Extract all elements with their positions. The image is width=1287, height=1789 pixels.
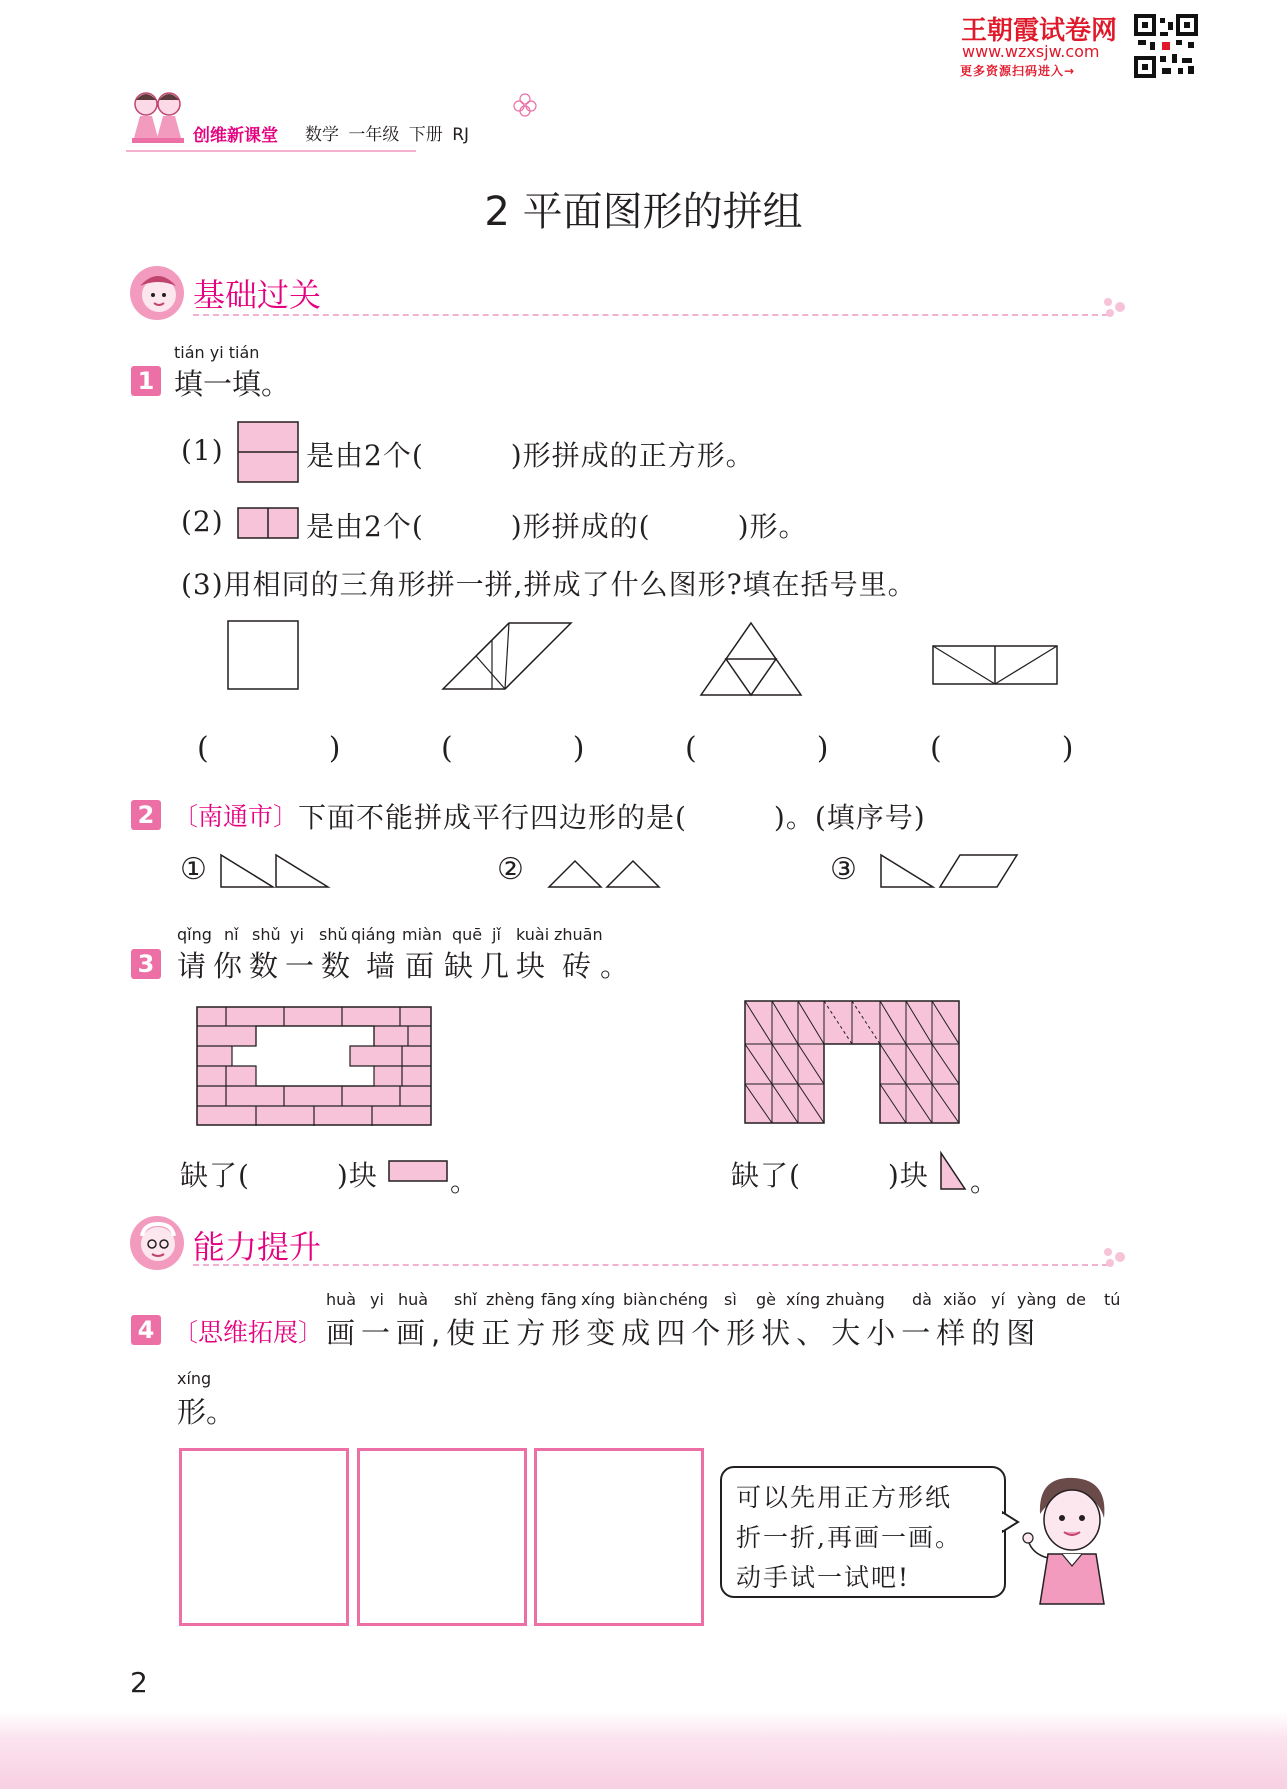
q1-3-answer-1[interactable]: ( ) [197, 731, 341, 766]
dots-decoration-icon [1102, 296, 1130, 318]
q4-instruction-line1: 画一画,使正方形变成四个形状、大小一样的图 [326, 1316, 1042, 1350]
q3-instruction-row [177, 944, 637, 982]
q2-option-2-figure[interactable] [546, 858, 664, 890]
section-divider [193, 314, 1108, 316]
kids-logo-icon [126, 88, 190, 150]
triangle-tile-icon [938, 1150, 968, 1192]
q2-option-1-label: ① [180, 852, 207, 887]
drawing-box-1[interactable] [179, 1448, 349, 1626]
q4-pinyin: xíng [581, 1290, 616, 1309]
watermark-brand: 王朝霞试卷网 [961, 16, 1118, 46]
footer-band [0, 1712, 1287, 1789]
watermark-url: www.wzxsjw.com [962, 42, 1100, 61]
brick-icon [388, 1160, 448, 1182]
hint-speech-bubble [720, 1466, 1006, 1598]
two-squares-rectangle-figure [237, 507, 299, 539]
q2-option-2-label: ② [497, 852, 524, 887]
q4-pinyin: tú [1104, 1290, 1121, 1309]
q3-left-end-mark: 。 [450, 1165, 480, 1198]
hint-line-3: 动手试一试吧! [736, 1563, 911, 1592]
q3-char: 砖 [562, 949, 592, 983]
girl-avatar-icon [128, 264, 186, 322]
teacher-character-icon [1018, 1470, 1120, 1606]
q3-pinyin: shǔ [252, 925, 281, 944]
q4-pinyin: fāng [541, 1290, 577, 1309]
q4-pinyin: huà [398, 1290, 429, 1309]
grandpa-avatar-icon [128, 1214, 186, 1272]
page-number: 2 [130, 1666, 148, 1699]
q3-char: 几 [480, 949, 510, 983]
large-triangle-figure [698, 620, 804, 698]
q3-pinyin: quē [452, 925, 483, 944]
flower-icon [512, 92, 538, 118]
q1-3-answer-2[interactable]: ( ) [441, 731, 585, 766]
q2-option-3-figure[interactable] [878, 852, 1020, 890]
watermark-more: 更多资源扫码进入→ [960, 64, 1076, 78]
drawing-box-2[interactable] [357, 1448, 527, 1626]
q3-number-badge: 3 [131, 949, 161, 979]
dots-decoration-icon [1102, 1246, 1130, 1268]
q1-pinyin: tián yi tián [174, 343, 260, 362]
q4-pinyin: yàng [1017, 1290, 1057, 1309]
q1-number-badge: 1 [131, 366, 161, 396]
section-title-basic: 基础过关 [193, 276, 322, 314]
q4-instruction-line2: 形。 [177, 1395, 236, 1429]
q4-pinyin: xíng [786, 1290, 821, 1309]
q2-source-tag: 〔南通市〕 [173, 802, 299, 831]
q4-pinyin: yí [991, 1290, 1005, 1309]
section-divider [193, 1264, 1108, 1266]
q4-pinyin: chéng [659, 1290, 709, 1309]
q4-pinyin: biàn [623, 1290, 658, 1309]
q1-1-text: 是由2个( )形拼成的正方形。 [306, 439, 755, 472]
q4-pinyin: shǐ [454, 1290, 477, 1309]
brick-wall-figure [196, 1006, 432, 1126]
q3-char: 块 [516, 949, 546, 983]
q4-pinyin: huà [326, 1290, 357, 1309]
q3-char: 你 [213, 949, 243, 983]
drawing-box-3[interactable] [534, 1448, 704, 1626]
q4-pinyin: de [1066, 1290, 1086, 1309]
q4-number-badge: 4 [131, 1315, 161, 1345]
q3-char: 请 [177, 949, 207, 983]
q1-3-answer-3[interactable]: ( ) [685, 731, 829, 766]
q3-pinyin: yi [290, 925, 304, 944]
page-title: 2 平面图形的拼组 [484, 189, 803, 235]
q3-right-answer[interactable]: 缺了( )块 [731, 1159, 929, 1192]
q4-pinyin: gè [756, 1290, 776, 1309]
q3-pinyin: qiáng [351, 925, 396, 944]
hint-line-2: 折一折,再画一画。 [736, 1523, 962, 1552]
q2-question-text: 下面不能拼成平行四边形的是( )。(填序号) [298, 801, 926, 834]
q4-pinyin: yi [370, 1290, 384, 1309]
q4-pinyin: dà [912, 1290, 932, 1309]
q3-char: 缺 [444, 949, 474, 983]
section-title-advanced: 能力提升 [193, 1228, 322, 1266]
q3-char: 数 [249, 949, 279, 983]
q3-right-end-mark: 。 [970, 1165, 1000, 1198]
q3-char: 。 [600, 949, 630, 983]
triangle-tile-wall-figure [744, 1000, 962, 1126]
two-rectangles-square-figure [237, 421, 299, 483]
subject-info: 数学 一年级 下册 RJ [305, 125, 470, 145]
hint-line-1: 可以先用正方形纸 [736, 1483, 953, 1512]
q3-char: 面 [405, 949, 435, 983]
parallelogram-triangles-figure [440, 620, 574, 692]
qr-code-icon[interactable] [1134, 14, 1198, 78]
q4-pinyin: sì [724, 1290, 737, 1309]
q2-option-1-figure[interactable] [218, 852, 332, 890]
q4-pinyin-line2: xíng [177, 1369, 212, 1388]
q1-1-prefix: (1) [181, 434, 224, 467]
q3-left-answer[interactable]: 缺了( )块 [180, 1159, 378, 1192]
q3-char: 一 [285, 949, 315, 983]
q3-pinyin: zhuān [554, 925, 603, 944]
q4-pinyin-row [326, 1290, 1126, 1312]
q3-pinyin: shǔ [319, 925, 348, 944]
q3-char: 墙 [366, 949, 396, 983]
q4-pinyin: xiǎo [943, 1290, 977, 1309]
q3-char: 数 [321, 949, 351, 983]
q1-3-text: (3)用相同的三角形拼一拼,拼成了什么图形?填在括号里。 [181, 568, 917, 601]
q3-pinyin: kuài [516, 925, 550, 944]
q2-number-badge: 2 [131, 800, 161, 830]
q1-2-text: 是由2个( )形拼成的( )形。 [306, 510, 808, 543]
rectangle-triangles-figure [931, 644, 1059, 686]
q3-pinyin: nǐ [224, 925, 239, 944]
q2-option-3-label: ③ [830, 852, 857, 887]
q1-2-prefix: (2) [181, 505, 224, 538]
square-figure [226, 619, 302, 693]
header-divider [126, 148, 416, 154]
q4-source-tag: 〔思维拓展〕 [173, 1318, 324, 1347]
q1-3-answer-4[interactable]: ( ) [930, 731, 1074, 766]
series-name: 创维新课堂 [193, 126, 278, 146]
q4-pinyin: zhèng [486, 1290, 535, 1309]
q1-instruction: 填一填。 [174, 367, 291, 401]
q3-pinyin: jǐ [492, 925, 501, 944]
q4-pinyin: zhuàng [826, 1290, 885, 1309]
q3-pinyin: miàn [402, 925, 442, 944]
q3-pinyin: qǐng [177, 925, 212, 944]
